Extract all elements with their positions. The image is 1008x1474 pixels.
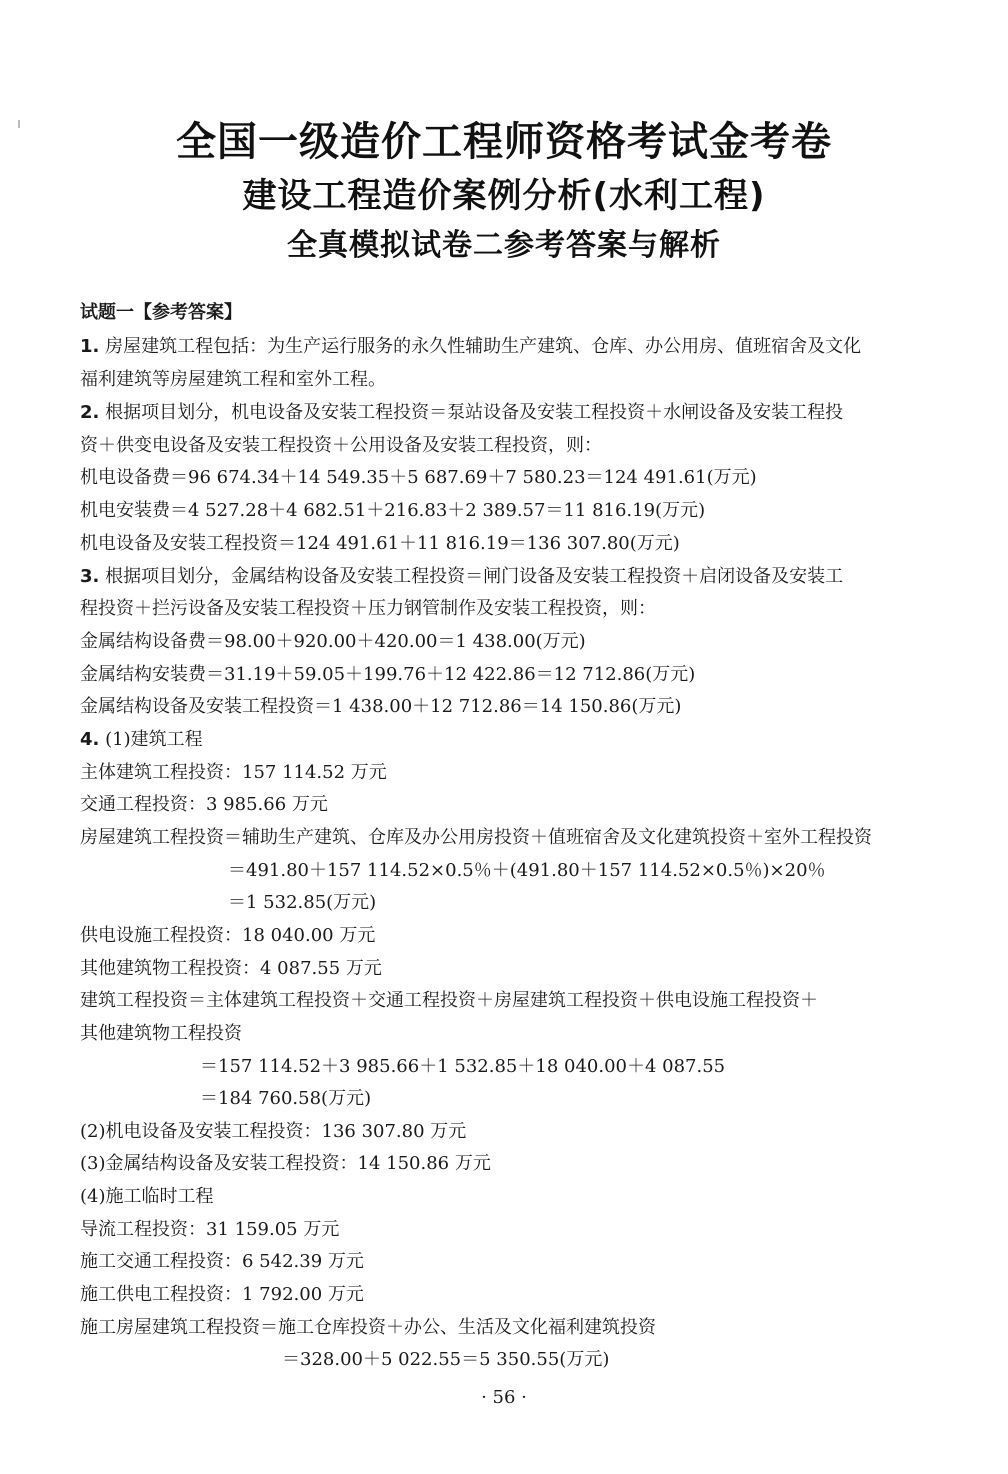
- q4-main-building: 主体建筑工程投资：157 114.52 万元: [80, 762, 387, 783]
- q4-heading: [80, 728, 203, 752]
- q2-line1: [80, 401, 843, 425]
- q2-number: 2.: [80, 402, 100, 423]
- q1-number: 1.: [80, 336, 100, 357]
- q3-calc3: 金属结构设备及安装工程投资＝1 438.00＋12 712.86＝14 150.86(万元): [80, 696, 682, 717]
- q4-const-power: 施工供电工程投资：1 792.00 万元: [80, 1284, 364, 1305]
- q2-calc2: 机电安装费＝4 527.28＋4 682.51＋216.83＋2 389.57＝11 816.19(万元): [80, 500, 706, 521]
- q4-building-formula1: 建筑工程投资＝主体建筑工程投资＋交通工程投资＋房屋建筑工程投资＋供电设施工程投资＋: [80, 990, 818, 1011]
- sub-title: 建设工程造价案例分析(水利工程): [242, 176, 766, 216]
- q3-text: 根据项目划分，金属结构设备及安装工程投资＝闸门设备及安装工程投资＋启闭设备及安装工: [99, 566, 844, 587]
- q4-number: 4.: [80, 729, 100, 750]
- q4-const-housing-formula: 施工房屋建筑工程投资＝施工仓库投资＋办公、生活及文化福利建筑投资: [80, 1317, 656, 1338]
- q4-building-calc1: ＝157 114.52＋3 985.66＋1 532.85＋18 040.00＋4 087.55: [200, 1056, 726, 1077]
- q2-text: 根据项目划分，机电设备及安装工程投资＝泵站设备及安装工程投资＋水闸设备及安装工程投: [99, 402, 844, 423]
- main-title: 全国一级造价工程师资格考试金考卷: [176, 119, 832, 165]
- q4-heading-text: (1)建筑工程: [99, 729, 203, 750]
- q2-calc1: 机电设备费＝96 674.34＋14 549.35＋5 687.69＋7 580.23＝124 491.61(万元): [80, 467, 757, 488]
- q4-housing-calc1: ＝491.80＋157 114.52×0.5％＋(491.80＋157 114.52×0.5％)×20％: [228, 860, 826, 881]
- q4-item3: (3)金属结构设备及安装工程投资：14 150.86 万元: [80, 1153, 491, 1174]
- q1-text: 房屋建筑工程包括：为生产运行服务的永久性辅助生产建筑、仓库、办公用房、值班宿舍及文化: [99, 336, 862, 357]
- paper-title: 全真模拟试卷二参考答案与解析: [287, 228, 721, 263]
- q3-calc1: 金属结构设备费＝98.00＋920.00＋420.00＝1 438.00(万元): [80, 631, 586, 652]
- q2-line2: 资＋供变电设备及安装工程投资＋公用设备及安装工程投资，则：: [80, 435, 602, 456]
- q1-line2: 福利建筑等房屋建筑工程和室外工程。: [80, 369, 386, 390]
- q4-other-building: 其他建筑物工程投资：4 087.55 万元: [80, 958, 382, 979]
- q4-item4: (4)施工临时工程: [80, 1186, 214, 1207]
- q4-building-calc2: ＝184 760.58(万元): [200, 1088, 372, 1109]
- q4-housing-calc2: ＝1 532.85(万元): [228, 892, 377, 913]
- q4-building-formula2: 其他建筑物工程投资: [80, 1023, 242, 1044]
- q4-const-housing-calc: ＝328.00＋5 022.55＝5 350.55(万元): [282, 1349, 610, 1370]
- q3-calc2: 金属结构安装费＝31.19＋59.05＋199.76＋12 422.86＝12 712.86(万元): [80, 664, 696, 685]
- q4-const-traffic: 施工交通工程投资：6 542.39 万元: [80, 1251, 364, 1272]
- q4-power-supply: 供电设施工程投资：18 040.00 万元: [80, 925, 376, 946]
- q1-line1: [80, 335, 861, 359]
- q4-housing-formula: 房屋建筑工程投资＝辅助生产建筑、仓库及办公用房投资＋值班宿舍及文化建筑投资＋室外工程投资: [80, 827, 872, 848]
- q4-diversion: 导流工程投资：31 159.05 万元: [80, 1219, 340, 1240]
- q3-line1: [80, 565, 843, 589]
- q4-item2: (2)机电设备及安装工程投资：136 307.80 万元: [80, 1121, 467, 1142]
- q3-number: 3.: [80, 566, 100, 587]
- page-number: · 56 ·: [481, 1387, 527, 1408]
- q3-line2: 程投资＋拦污设备及安装工程投资＋压力钢管制作及安装工程投资，则：: [80, 598, 656, 619]
- q4-traffic: 交通工程投资：3 985.66 万元: [80, 794, 328, 815]
- section-heading: 试题一【参考答案】: [80, 302, 242, 323]
- q2-calc3: 机电设备及安装工程投资＝124 491.61＋11 816.19＝136 307.80(万元): [80, 533, 680, 554]
